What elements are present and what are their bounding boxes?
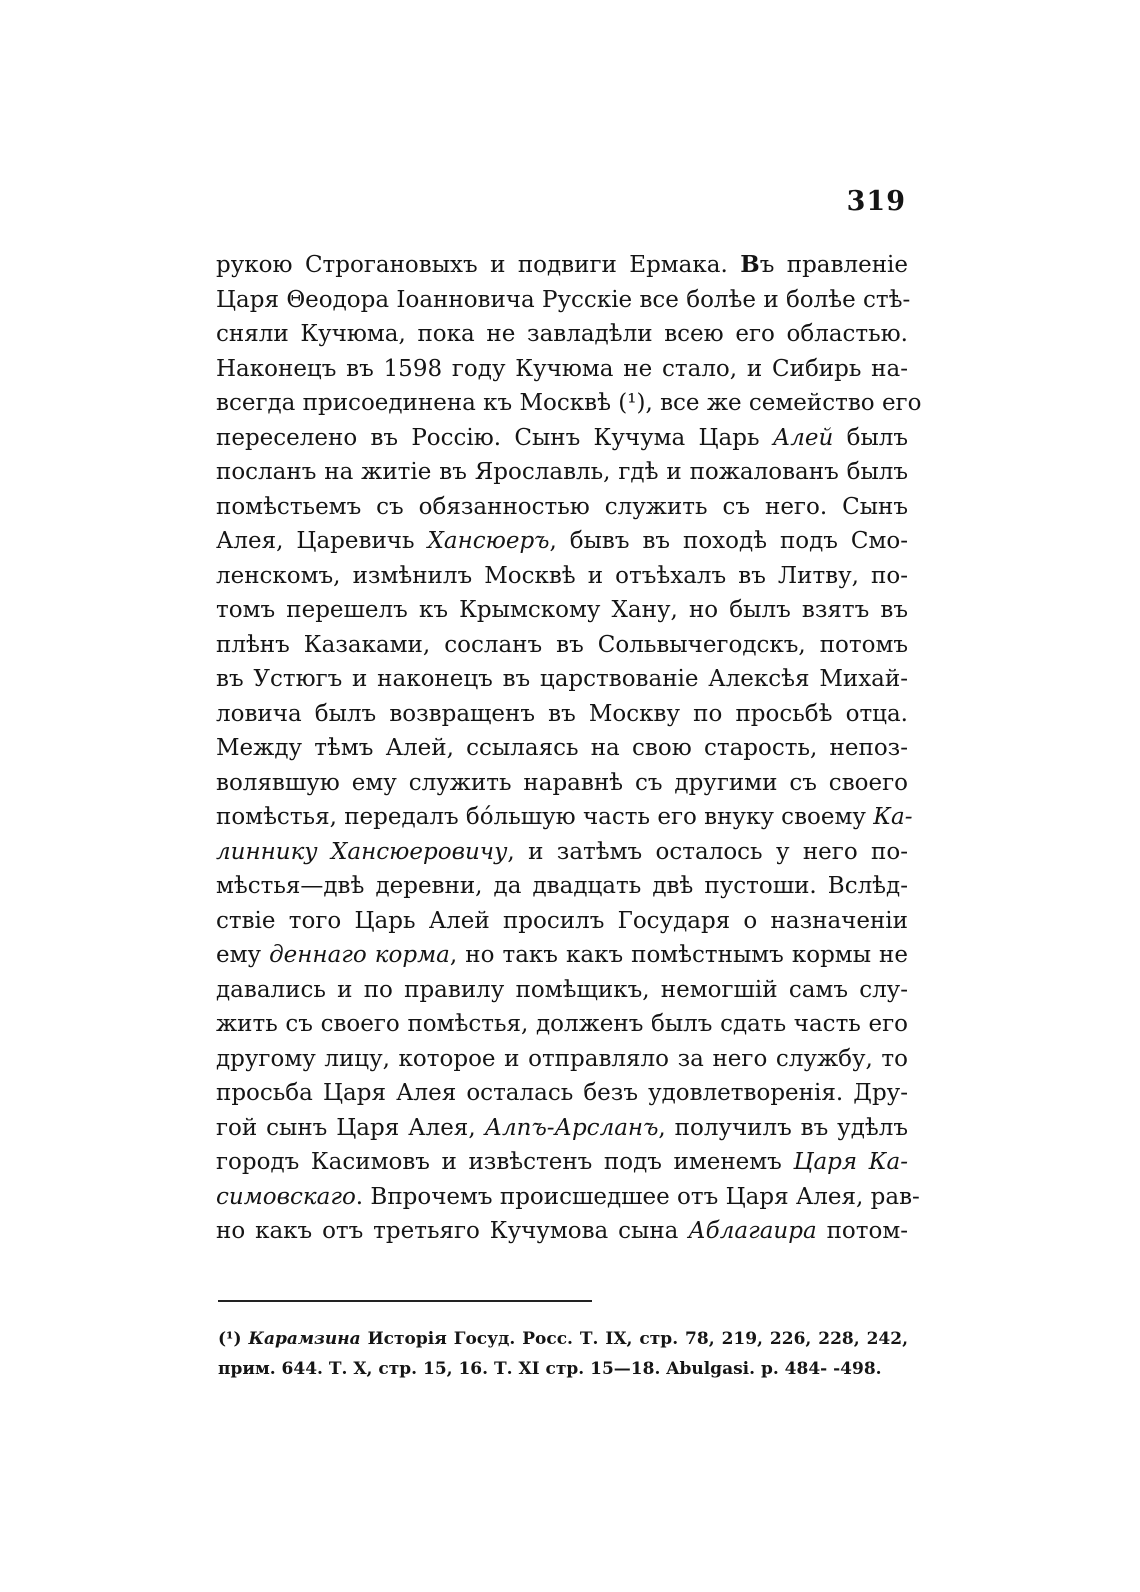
body-text: мѣстья—двѣ деревни, да двадцать двѣ пустоши. Вслѣд- [216, 873, 908, 899]
body-line [216, 1076, 908, 1111]
body-text: Алея, Царевичь [216, 528, 428, 554]
body-line [216, 490, 908, 525]
body-italic-text: симовскаго [216, 1183, 356, 1210]
body-line [216, 248, 908, 283]
body-text: В [740, 251, 760, 278]
body-text: давались и по правилу помѣщикъ, немогшій самъ слу- [216, 976, 908, 1003]
body-text: городъ Касимовъ и извѣстенъ подъ именемъ [216, 1149, 794, 1175]
body-text: плѣнъ Казаками, сосланъ въ Сольвычегодскъ, потомъ [216, 631, 908, 658]
body-line [216, 352, 908, 387]
body-text: помѣстья, передалъ бóльшую часть его внуку своему [216, 804, 874, 830]
body-text: Наконецъ въ 1598 году Кучюма не стало, и Сибирь на- [216, 355, 908, 382]
footnotes [218, 1324, 908, 1384]
body-text: , получилъ въ удѣлъ [658, 1114, 908, 1141]
body-text: потом- [816, 1218, 908, 1244]
body-line [216, 869, 908, 904]
body-line [216, 1145, 908, 1180]
body-line [216, 800, 913, 835]
body-line [216, 559, 908, 594]
body-text: всегда присоединена къ Москвѣ (¹), все же семейство его [216, 390, 922, 416]
body-text: посланъ на житіе въ Ярославль, гдѣ и пожалованъ былъ [216, 459, 908, 485]
footnote-text: Исторія Госуд. Росс. Т. IX, стр. 78, 219, 226, 228, 242, [360, 1329, 909, 1349]
body-line [216, 697, 908, 732]
body-line [216, 662, 908, 697]
body-text: просьба Царя Алея осталась безъ удовлетворенія. Дру- [216, 1080, 908, 1106]
body-text: былъ [833, 424, 908, 451]
body-italic-text: линнику Хансюеровичу [216, 838, 508, 865]
body-text: , но такъ какъ помѣстнымъ кормы не [449, 942, 908, 968]
body-italic-text: деннаго корма [269, 942, 450, 968]
body-text: помѣстьемъ съ обязанностью служить съ него. Сынъ [216, 493, 908, 520]
footnote-italic-text: Карамзина [248, 1329, 361, 1349]
body-line [216, 593, 908, 628]
body-text: ловича былъ возвращенъ въ Москву по просьбѣ отца. [216, 700, 908, 727]
body-text: ъ правленіе [759, 252, 908, 278]
body-line [216, 973, 908, 1008]
body-text: ленскомъ, измѣнилъ Москвѣ и отъѣхалъ въ Литву, по- [216, 562, 908, 589]
body-line [216, 1111, 908, 1146]
body-text: рукою Строгановыхъ и подвиги Ермака. [216, 252, 741, 278]
body-italic-text: Царя Ка- [793, 1149, 908, 1175]
body-italic-text: Алпъ-Арсланъ [484, 1114, 659, 1141]
body-line [216, 455, 908, 490]
body-italic-text: Аблагаира [688, 1218, 817, 1244]
body-text: Царя Θеодора Іоанновича Русскіе все болѣе и болѣе стѣ- [216, 286, 911, 313]
body-text: другому лицу, которое и отправляло за него службу, то [216, 1045, 908, 1072]
footnote-divider [218, 1300, 592, 1302]
body-italic-text: Алей [772, 424, 834, 451]
footnote-line [218, 1324, 908, 1354]
body-line [216, 1007, 908, 1042]
body-text [216, 248, 922, 1249]
body-line [216, 1214, 908, 1249]
body-line [216, 421, 908, 456]
body-text: ствіе того Царь Алей просилъ Государя о назначеніи [216, 907, 908, 934]
body-text: , и затѣмъ осталось у него по- [507, 838, 908, 865]
body-text: волявшую ему служить наравнѣ съ другими съ своего [216, 769, 908, 796]
body-line [216, 731, 908, 766]
footnote-line [218, 1354, 908, 1384]
body-text: томъ перешелъ къ Крымскому Хану, но былъ взятъ въ [216, 597, 908, 623]
body-line [216, 628, 908, 663]
body-text: переселено въ Россію. Сынъ Кучума Царь [216, 424, 773, 451]
body-text: гой сынъ Царя Алея, [216, 1114, 485, 1141]
body-line [216, 283, 911, 318]
body-text: . Впрочемъ происшедшее отъ Царя Алея, рав- [355, 1183, 920, 1210]
body-text: жить съ своего помѣстья, долженъ былъ сдать часть его [216, 1011, 908, 1037]
body-line [216, 524, 908, 559]
body-text: въ Устюгъ и наконецъ въ царствованіе Алексѣя Михай- [216, 666, 908, 692]
body-line [216, 938, 908, 973]
body-text: , бывъ въ походѣ подъ Смо- [549, 528, 908, 554]
footnote-text: (¹) [218, 1329, 249, 1349]
body-text: Между тѣмъ Алей, ссылаясь на свою старость, непоз- [216, 735, 908, 761]
body-text: сняли Кучюма, пока не завладѣли всею его областью. [216, 321, 908, 347]
footnote-text: прим. 644. Т. X, стр. 15, 16. Т. XI стр. 15—18. Abulgasi. p. 484- -498. [218, 1359, 882, 1379]
body-line [216, 1042, 908, 1077]
body-line [216, 386, 922, 421]
body-italic-text: Хансюеръ [427, 528, 550, 554]
body-text: но какъ отъ третьяго Кучумова сына [216, 1218, 689, 1244]
body-line [216, 766, 908, 801]
page-number: 319 [846, 186, 906, 217]
body-line [216, 904, 908, 939]
body-italic-text: Ка- [873, 804, 913, 830]
body-line [216, 317, 908, 352]
body-line [216, 835, 908, 870]
body-text: ему [216, 942, 270, 968]
body-line [216, 1180, 920, 1215]
